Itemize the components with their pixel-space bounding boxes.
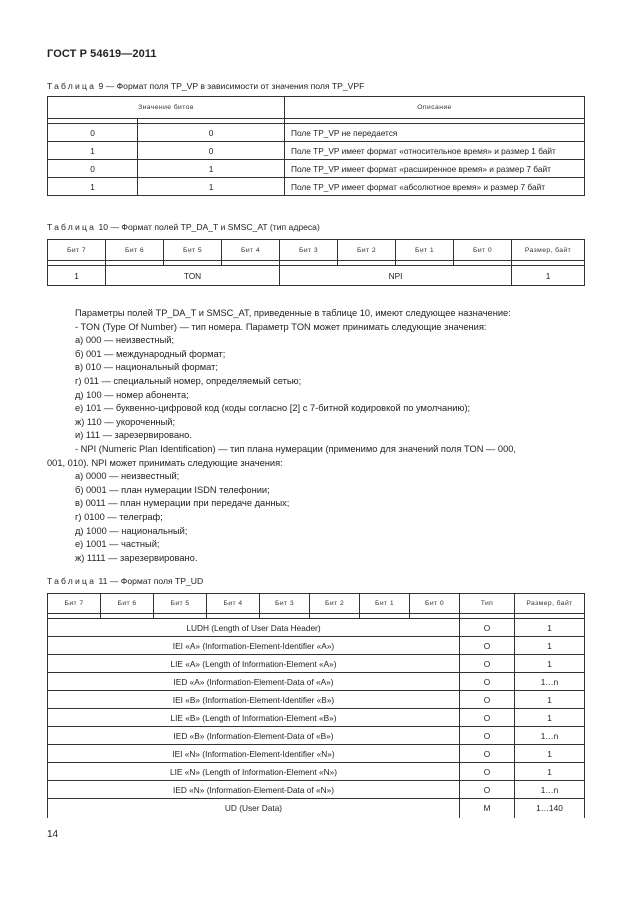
paragraph: - TON (Type Of Number) — тип номера. Параметр TON может принимать следующие значения: [75,321,487,332]
paragraph: б) 001 — международный формат; [75,348,226,359]
table11-header-cell: Бит 6 [101,594,154,614]
table-row [48,727,585,745]
table9-header-cell: Значение битов [48,97,285,119]
paragraph: Параметры полей TP_DA_T и SMSC_AT, приведенные в таблице 10, имеют следующее назначение: [75,308,511,318]
paragraph: д) 100 — номер абонента; [75,389,189,400]
table10-header-cell: Бит 0 [454,240,512,261]
table-row [48,124,585,142]
table11-cell: O [460,655,515,673]
table10-cell: 1 [48,266,106,286]
table9-caption [47,81,364,91]
table-row [48,799,585,818]
table9-cell: 1 [138,178,285,196]
table9-cell: 1 [48,178,138,196]
table9-cell: 1 [138,160,285,178]
table11-header-cell: Бит 1 [360,594,410,614]
paragraph: - NPI (Numeric Plan Identification) — тип плана нумерации (применимо для значений поля TON — 000, [75,443,516,454]
table11-header-cell: Бит 0 [410,594,460,614]
table11-cell: LIE «B» (Length of Information-Element «B») [48,709,460,727]
table11-cell: 1…140 [515,799,585,818]
table11-header-cell: Размер, байт [515,594,585,614]
table-row [48,691,585,709]
table10-caption [47,222,320,232]
table11-cell: O [460,637,515,655]
table10-cell: 1 [512,266,585,286]
table11-cell: O [460,763,515,781]
table10-header-row [48,240,585,261]
table-row [48,619,585,637]
table11-cell: O [460,781,515,799]
paragraph: а) 0000 — неизвестный; [75,471,180,482]
table11-cell: IEI «N» (Information-Element-Identifier «N») [48,745,460,763]
table10-header-cell: Бит 6 [106,240,164,261]
paragraph: е) 101 — буквенно-цифровой код (коды согласно [2] с 7-битной кодировкой по умолчанию); [75,403,471,414]
paragraph: в) 010 — национальный формат; [75,362,218,373]
paragraph: и) 111 — зарезервировано. [75,430,192,441]
document-header: ГОСТ Р 54619—2011 [47,48,157,60]
table11-cell: 1…n [515,727,585,745]
table10-header-cell: Бит 3 [280,240,338,261]
table9-cell: 0 [138,142,285,160]
table-row [48,637,585,655]
paragraph: в) 0011 — план нумерации при передаче данных; [75,498,290,509]
table10-header-cell: Бит 2 [338,240,396,261]
table11-header-cell: Бит 2 [310,594,360,614]
table11-cell: O [460,673,515,691]
table11-cell: O [460,745,515,763]
paragraph: е) 1001 — частный; [75,539,160,550]
table10-caption-word: Таблица [47,222,97,232]
table11-header-cell: Бит 3 [260,594,310,614]
table11-cell: 1 [515,745,585,763]
paragraph: 001, 010). NPI может принимать следующие значения: [47,457,283,468]
paragraph: д) 1000 — национальный; [75,525,188,536]
table11-header-cell: Бит 4 [207,594,260,614]
table11-cell: O [460,727,515,745]
table9-cell: 0 [48,124,138,142]
table11-caption [47,576,203,586]
table11-cell: LIE «A» (Length of Information-Element «A») [48,655,460,673]
table-row [48,655,585,673]
table9-cell: 0 [138,124,285,142]
table-row [48,709,585,727]
table11-cell: 1…n [515,673,585,691]
table9-cell: Поле TP_VP имеет формат «относительное время» и размер 1 байт [285,142,585,160]
table-row [48,745,585,763]
table11-cell: IED «N» (Information-Element-Data of «N») [48,781,460,799]
table11-cell: IED «B» (Information-Element-Data of «B») [48,727,460,745]
table10-cell: TON [106,266,280,286]
table9-cell: 1 [48,142,138,160]
paragraph: б) 0001 — план нумерации ISDN телефонии; [75,484,270,495]
table-row [48,763,585,781]
table-row [48,160,585,178]
paragraph: г) 0100 — телеграф; [75,511,163,522]
table-row [48,178,585,196]
table11-header-cell: Бит 5 [154,594,207,614]
table9-cell: Поле TP_VP не передается [285,124,585,142]
table11-cell: IEI «B» (Information-Element-Identifier «B») [48,691,460,709]
table10-header-cell: Бит 7 [48,240,106,261]
table11-cell: M [460,799,515,818]
table10-header-cell: Бит 4 [222,240,280,261]
table11-cell: LUDH (Length of User Data Header) [48,619,460,637]
table11-cell: IED «A» (Information-Element-Data of «A») [48,673,460,691]
table9-cell: Поле TP_VP имеет формат «абсолютное время» и размер 7 байт [285,178,585,196]
table11-cell: 1 [515,619,585,637]
table11-cell: 1…n [515,781,585,799]
table9-header-row [48,97,585,119]
table11-cell: O [460,709,515,727]
table11-cell: O [460,691,515,709]
table11-cell: LIE «N» (Length of Information-Element «N») [48,763,460,781]
table11-header-cell: Тип [460,594,515,614]
table9 [47,96,585,196]
table11-cell: O [460,619,515,637]
paragraph: ж) 110 — укороченный; [75,416,176,427]
table10-header-cell: Бит 1 [396,240,454,261]
paragraph: ж) 1111 — зарезервировано. [75,552,198,563]
table11-cell: 1 [515,709,585,727]
table10-header-cell: Бит 5 [164,240,222,261]
table11-header-cell: Бит 7 [48,594,101,614]
table9-caption-text: 9 — Формат поля TP_VP в зависимости от значения поля TP_VPF [96,81,365,91]
table11-caption-word: Таблица [47,576,97,586]
body-text [47,307,587,565]
table11-cell: 1 [515,691,585,709]
paragraph: а) 000 — неизвестный; [75,335,175,346]
paragraph: г) 011 — специальный номер, определяемый сетью; [75,375,302,386]
table10-header-cell: Размер, байт [512,240,585,261]
table11-caption-text: 11 — Формат поля TP_UD [96,576,204,586]
table9-cell: 0 [48,160,138,178]
page-number: 14 [47,829,59,840]
table10-caption-text: 10 — Формат полей TP_DA_T и SMSC_AT (тип адреса) [96,222,320,232]
table-row [48,266,585,286]
table11-header-row [48,594,585,614]
table11 [47,593,585,818]
table10-cell: NPI [280,266,512,286]
table-row [48,673,585,691]
table11-cell: IEI «A» (Information-Element-Identifier «A») [48,637,460,655]
table9-caption-word: Таблица [47,81,97,91]
table10 [47,239,585,286]
table9-cell: Поле TP_VP имеет формат «расширенное время» и размер 7 байт [285,160,585,178]
table11-cell: 1 [515,763,585,781]
table11-cell: UD (User Data) [48,799,460,818]
table11-cell: 1 [515,637,585,655]
table-row [48,781,585,799]
table9-header-cell: Описание [285,97,585,119]
table-row [48,142,585,160]
table11-cell: 1 [515,655,585,673]
